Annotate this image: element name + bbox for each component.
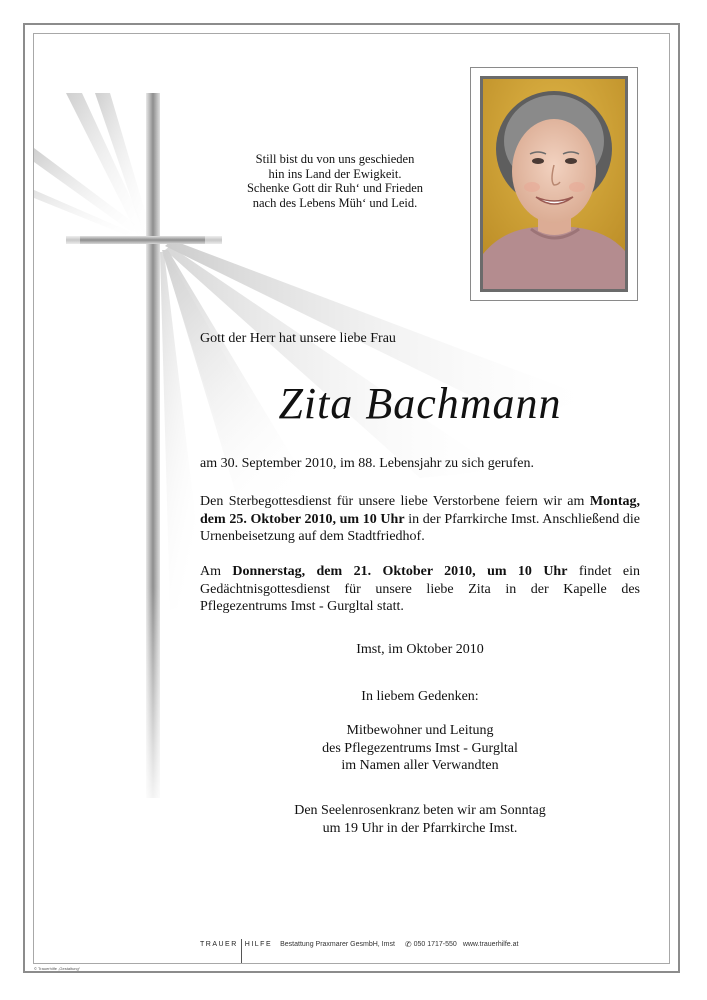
death-notice-text: am 30. September 2010, im 88. Lebensjahr zu sich gerufen.: [200, 456, 534, 471]
footer-website: www.trauerhilfe.at: [462, 940, 519, 948]
signer-line: Mitbewohner und Leitung: [346, 723, 494, 738]
verse-line: hin ins Land der Ewigkeit.: [268, 166, 402, 181]
place-and-date: Imst, im Oktober 2010: [356, 642, 484, 657]
verse-line: Schenke Gott dir Ruh‘ und Frieden: [246, 181, 423, 195]
rosary-line: um 19 Uhr in der Pfarrkirche Imst.: [322, 820, 518, 836]
design-credit: © Trauerhilfe „Gestaltung“: [34, 966, 81, 971]
intro-text: Gott der Herr hat unsere liebe Frau: [200, 331, 396, 346]
brand-logo-right: HILFE: [244, 940, 273, 948]
cross-horizontal-beam: [66, 236, 222, 244]
deceased-name: Zita Bachmann: [278, 379, 562, 428]
in-memory-heading: In liebem Gedenken:: [361, 689, 479, 704]
footer-phone: 050 1717-550: [413, 940, 457, 948]
brand-logo-left: TRAUER: [200, 940, 238, 948]
signers-block: [200, 722, 640, 775]
verse-line: nach des Lebens Müh‘ und Leid.: [252, 195, 418, 210]
footer: [200, 932, 640, 956]
phone-icon: ✆: [404, 939, 412, 949]
signer-line: im Namen aller Verwandten: [341, 758, 499, 773]
signer-line: des Pflegezentrums Imst - Gurgltal: [322, 740, 518, 756]
portrait-frame: [470, 67, 638, 301]
memorial-service-text: Am Donnerstag, dem 21. Oktober 2010, um 10 Uhr findet ein Gedächtnisgottesdienst für unsere liebe Zita in der Kapelle des Pflegezentrums Imst - Gurgltal statt.: [200, 564, 640, 614]
brand-divider: [241, 939, 242, 963]
funeral-service-text: Den Sterbegottesdienst für unsere liebe Verstorbene feiern wir am Montag, dem 25. Oktober 2010, um 10 Uhr in der Pfarrkirche Imst. Anschließend die Urnenbeisetzung auf dem Stadtfriedhof.: [200, 494, 640, 544]
portrait-illustration: [483, 79, 625, 289]
funeral-company: Bestattung Praxmarer GesmbH, Imst: [280, 940, 395, 948]
rosary-notice: [200, 802, 640, 837]
rosary-line: Den Seelenrosenkranz beten wir am Sonntag: [294, 803, 546, 818]
verse-line: Still bist du von uns geschieden: [255, 152, 415, 166]
portrait-photo: [480, 76, 628, 292]
memorial-verse: [200, 152, 470, 210]
